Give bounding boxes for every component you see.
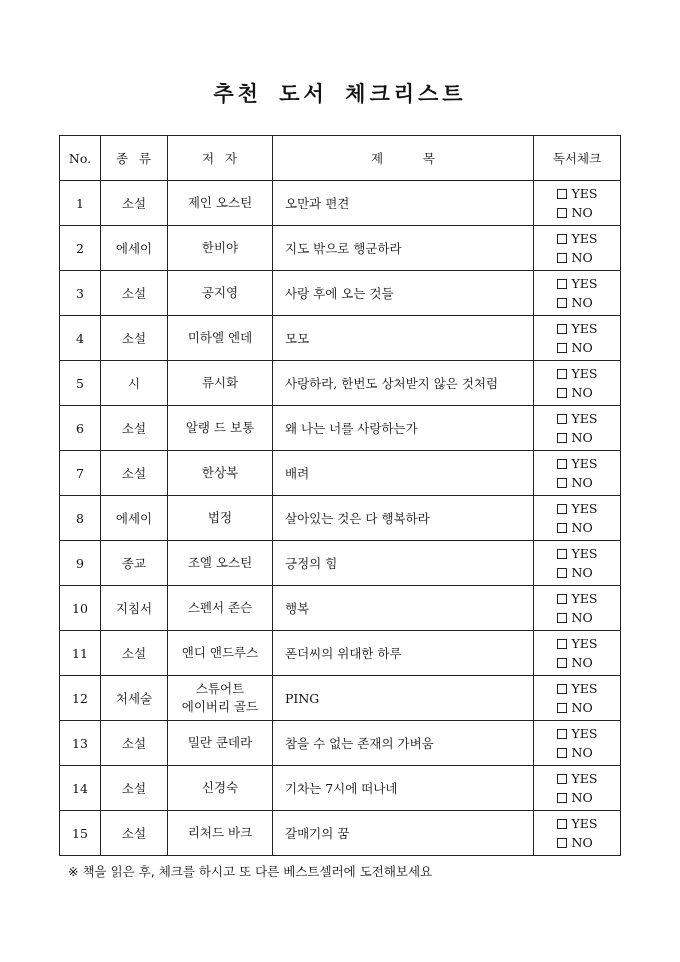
header-read-check: 독서체크 bbox=[534, 136, 621, 181]
cell-no: 6 bbox=[60, 406, 101, 451]
checkbox-yes[interactable] bbox=[557, 634, 598, 653]
cell-genre: 에세이 bbox=[101, 496, 168, 541]
checkbox-no-label: NO bbox=[571, 700, 593, 715]
checkbox-no[interactable] bbox=[557, 248, 598, 267]
checkbox-square-icon[interactable] bbox=[557, 459, 567, 469]
cell-book-title: 사랑하라, 한번도 상처받지 않은 것처럼 bbox=[273, 361, 534, 406]
author-name-line: 공지영 bbox=[201, 285, 239, 300]
cell-read-check bbox=[534, 496, 621, 541]
checkbox-yes[interactable] bbox=[557, 769, 598, 788]
cell-no: 4 bbox=[60, 316, 101, 361]
checkbox-yes[interactable] bbox=[557, 274, 598, 293]
checkbox-yes-label: YES bbox=[571, 186, 598, 201]
table-row bbox=[60, 181, 621, 226]
checkbox-yes[interactable] bbox=[557, 544, 598, 563]
checkbox-no-label: NO bbox=[571, 250, 593, 265]
checkbox-yes[interactable] bbox=[557, 589, 598, 608]
read-check-options bbox=[557, 454, 598, 492]
checkbox-no[interactable] bbox=[557, 518, 598, 537]
cell-book-title: 갈매기의 꿈 bbox=[273, 811, 534, 856]
cell-read-check bbox=[534, 361, 621, 406]
checkbox-square-icon[interactable] bbox=[557, 658, 567, 668]
checkbox-square-icon[interactable] bbox=[557, 684, 567, 694]
cell-author bbox=[168, 451, 273, 496]
author-name-line: 법정 bbox=[207, 510, 233, 525]
cell-genre: 소설 bbox=[101, 631, 168, 676]
read-check-options bbox=[557, 499, 598, 537]
table-row bbox=[60, 541, 621, 586]
checkbox-no-label: NO bbox=[571, 610, 593, 625]
checkbox-no[interactable] bbox=[557, 338, 598, 357]
cell-read-check bbox=[534, 316, 621, 361]
checkbox-yes[interactable] bbox=[557, 454, 598, 473]
cell-author bbox=[168, 766, 273, 811]
checkbox-square-icon[interactable] bbox=[557, 639, 567, 649]
cell-book-title: 살아있는 것은 다 행복하라 bbox=[273, 496, 534, 541]
author-name-line: 류시화 bbox=[201, 375, 239, 390]
cell-book-title: 긍정의 힘 bbox=[273, 541, 534, 586]
author-name-line: 미하엘 엔데 bbox=[187, 330, 253, 345]
checkbox-no[interactable] bbox=[557, 383, 598, 402]
read-check-options bbox=[557, 544, 598, 582]
cell-book-title: 모모 bbox=[273, 316, 534, 361]
cell-no: 14 bbox=[60, 766, 101, 811]
author-name-line: 한상복 bbox=[201, 465, 239, 480]
cell-read-check bbox=[534, 541, 621, 586]
checkbox-yes-label: YES bbox=[571, 276, 598, 291]
checkbox-no[interactable] bbox=[557, 653, 598, 672]
checkbox-no[interactable] bbox=[557, 698, 598, 717]
cell-genre: 지침서 bbox=[101, 586, 168, 631]
page-title: 추천 도서 체크리스트 bbox=[213, 81, 467, 106]
table-row bbox=[60, 271, 621, 316]
checkbox-square-icon[interactable] bbox=[557, 433, 567, 443]
book-checklist-table bbox=[59, 135, 621, 856]
checkbox-no[interactable] bbox=[557, 608, 598, 627]
cell-no: 7 bbox=[60, 451, 101, 496]
checkbox-no[interactable] bbox=[557, 788, 598, 807]
author-name-line: 조엘 오스틴 bbox=[187, 555, 253, 570]
cell-no: 8 bbox=[60, 496, 101, 541]
table-row bbox=[60, 811, 621, 856]
author-name-line: 앤디 앤드루스 bbox=[181, 645, 259, 660]
checkbox-square-icon[interactable] bbox=[557, 279, 567, 289]
read-check-options bbox=[557, 589, 598, 627]
checkbox-no-label: NO bbox=[571, 655, 593, 670]
cell-genre: 소설 bbox=[101, 766, 168, 811]
cell-read-check bbox=[534, 271, 621, 316]
cell-no: 12 bbox=[60, 676, 101, 721]
cell-genre: 소설 bbox=[101, 721, 168, 766]
cell-author bbox=[168, 271, 273, 316]
cell-read-check bbox=[534, 451, 621, 496]
read-check-options bbox=[557, 229, 598, 267]
checkbox-square-icon[interactable] bbox=[557, 729, 567, 739]
header-book-title: 제 목 bbox=[273, 136, 534, 181]
read-check-options bbox=[557, 679, 598, 717]
checkbox-square-icon[interactable] bbox=[557, 793, 567, 803]
checkbox-square-icon[interactable] bbox=[557, 523, 567, 533]
checkbox-no[interactable] bbox=[557, 203, 598, 222]
read-check-options bbox=[557, 184, 598, 222]
cell-book-title: 기차는 7시에 떠나네 bbox=[273, 766, 534, 811]
cell-genre: 소설 bbox=[101, 406, 168, 451]
checkbox-yes-label: YES bbox=[571, 771, 598, 786]
cell-read-check bbox=[534, 181, 621, 226]
checkbox-no[interactable] bbox=[557, 563, 598, 582]
checkbox-yes-label: YES bbox=[571, 816, 598, 831]
cell-genre: 에세이 bbox=[101, 226, 168, 271]
table-row bbox=[60, 766, 621, 811]
checkbox-yes[interactable] bbox=[557, 319, 598, 338]
checkbox-no[interactable] bbox=[557, 743, 598, 762]
checkbox-square-icon[interactable] bbox=[557, 253, 567, 263]
cell-author bbox=[168, 406, 273, 451]
read-check-options bbox=[557, 364, 598, 402]
checkbox-square-icon[interactable] bbox=[557, 414, 567, 424]
cell-author bbox=[168, 541, 273, 586]
author-name-line: 리처드 바크 bbox=[187, 825, 253, 840]
checkbox-no-label: NO bbox=[571, 205, 593, 220]
checkbox-square-icon[interactable] bbox=[557, 594, 567, 604]
checkbox-yes-label: YES bbox=[571, 501, 598, 516]
cell-author bbox=[168, 361, 273, 406]
checkbox-no-label: NO bbox=[571, 475, 593, 490]
cell-no: 10 bbox=[60, 586, 101, 631]
cell-book-title: 폰더씨의 위대한 하루 bbox=[273, 631, 534, 676]
cell-read-check bbox=[534, 811, 621, 856]
cell-genre: 소설 bbox=[101, 451, 168, 496]
author-name-line: 밀란 쿤데라 bbox=[187, 735, 253, 750]
cell-genre: 종교 bbox=[101, 541, 168, 586]
cell-no: 15 bbox=[60, 811, 101, 856]
cell-read-check bbox=[534, 406, 621, 451]
cell-book-title: 왜 나는 너를 사랑하는가 bbox=[273, 406, 534, 451]
checkbox-square-icon[interactable] bbox=[557, 324, 567, 334]
checkbox-yes[interactable] bbox=[557, 724, 598, 743]
cell-book-title: PING bbox=[273, 676, 534, 721]
table-row bbox=[60, 496, 621, 541]
author-name-line: 스튜어트 bbox=[195, 681, 245, 696]
read-check-options bbox=[557, 409, 598, 447]
checkbox-yes-label: YES bbox=[571, 636, 598, 651]
checkbox-square-icon[interactable] bbox=[557, 549, 567, 559]
checkbox-no-label: NO bbox=[571, 430, 593, 445]
cell-book-title: 참을 수 없는 존재의 가벼움 bbox=[273, 721, 534, 766]
checkbox-yes-label: YES bbox=[571, 456, 598, 471]
checkbox-no-label: NO bbox=[571, 385, 593, 400]
checkbox-square-icon[interactable] bbox=[557, 774, 567, 784]
table-row bbox=[60, 451, 621, 496]
cell-no: 2 bbox=[60, 226, 101, 271]
checkbox-square-icon[interactable] bbox=[557, 504, 567, 514]
header-genre: 종 류 bbox=[101, 136, 168, 181]
cell-book-title: 배려 bbox=[273, 451, 534, 496]
cell-read-check bbox=[534, 766, 621, 811]
checkbox-yes-label: YES bbox=[571, 726, 598, 741]
read-check-options bbox=[557, 319, 598, 357]
table-row bbox=[60, 676, 621, 721]
author-name-line: 알랭 드 보통 bbox=[185, 420, 255, 435]
cell-genre: 소설 bbox=[101, 316, 168, 361]
cell-author bbox=[168, 721, 273, 766]
checkbox-square-icon[interactable] bbox=[557, 298, 567, 308]
cell-author bbox=[168, 226, 273, 271]
cell-genre: 처세술 bbox=[101, 676, 168, 721]
header-no: No. bbox=[60, 136, 101, 181]
checkbox-square-icon[interactable] bbox=[557, 748, 567, 758]
cell-no: 11 bbox=[60, 631, 101, 676]
cell-no: 5 bbox=[60, 361, 101, 406]
author-name-line: 제인 오스틴 bbox=[187, 195, 253, 210]
checkbox-square-icon[interactable] bbox=[557, 343, 567, 353]
cell-book-title: 지도 밖으로 행군하라 bbox=[273, 226, 534, 271]
table-row bbox=[60, 361, 621, 406]
cell-author bbox=[168, 586, 273, 631]
cell-read-check bbox=[534, 586, 621, 631]
checkbox-yes-label: YES bbox=[571, 681, 598, 696]
checkbox-no[interactable] bbox=[557, 473, 598, 492]
cell-read-check bbox=[534, 721, 621, 766]
cell-book-title: 오만과 편견 bbox=[273, 181, 534, 226]
cell-read-check bbox=[534, 631, 621, 676]
checkbox-square-icon[interactable] bbox=[557, 369, 567, 379]
cell-genre: 소설 bbox=[101, 181, 168, 226]
checkbox-yes-label: YES bbox=[571, 366, 598, 381]
author-name-line: 에이버리 골드 bbox=[181, 699, 259, 714]
checkbox-no-label: NO bbox=[571, 835, 593, 850]
read-check-options bbox=[557, 814, 598, 852]
cell-genre: 소설 bbox=[101, 271, 168, 316]
cell-no: 9 bbox=[60, 541, 101, 586]
cell-author bbox=[168, 316, 273, 361]
checkbox-square-icon[interactable] bbox=[557, 568, 567, 578]
checkbox-no-label: NO bbox=[571, 340, 593, 355]
checkbox-square-icon[interactable] bbox=[557, 388, 567, 398]
checkbox-no[interactable] bbox=[557, 833, 598, 852]
header-author: 저 자 bbox=[168, 136, 273, 181]
checkbox-no-label: NO bbox=[571, 565, 593, 580]
table-body bbox=[60, 181, 621, 856]
cell-author bbox=[168, 496, 273, 541]
read-check-options bbox=[557, 769, 598, 807]
cell-no: 1 bbox=[60, 181, 101, 226]
read-check-options bbox=[557, 634, 598, 672]
checkbox-yes[interactable] bbox=[557, 229, 598, 248]
checkbox-no-label: NO bbox=[571, 790, 593, 805]
checkbox-yes[interactable] bbox=[557, 499, 598, 518]
table-row bbox=[60, 721, 621, 766]
table-header-row bbox=[60, 136, 621, 181]
cell-author bbox=[168, 181, 273, 226]
read-check-options bbox=[557, 274, 598, 312]
cell-genre: 시 bbox=[101, 361, 168, 406]
checkbox-no-label: NO bbox=[571, 520, 593, 535]
checkbox-square-icon[interactable] bbox=[557, 838, 567, 848]
table-row bbox=[60, 586, 621, 631]
checkbox-square-icon[interactable] bbox=[557, 208, 567, 218]
checkbox-yes[interactable] bbox=[557, 409, 598, 428]
checkbox-no[interactable] bbox=[557, 293, 598, 312]
footnote: ※ 책을 읽은 후, 체크를 하시고 또 다른 베스트셀러에 도전해보세요 bbox=[68, 864, 433, 879]
cell-author bbox=[168, 676, 273, 721]
cell-genre: 소설 bbox=[101, 811, 168, 856]
checkbox-no-label: NO bbox=[571, 745, 593, 760]
cell-author bbox=[168, 811, 273, 856]
checkbox-yes-label: YES bbox=[571, 231, 598, 246]
checkbox-yes[interactable] bbox=[557, 679, 598, 698]
checkbox-square-icon[interactable] bbox=[557, 234, 567, 244]
checkbox-yes-label: YES bbox=[571, 546, 598, 561]
cell-book-title: 행복 bbox=[273, 586, 534, 631]
checkbox-yes-label: YES bbox=[571, 411, 598, 426]
checkbox-square-icon[interactable] bbox=[557, 819, 567, 829]
table-row bbox=[60, 316, 621, 361]
cell-read-check bbox=[534, 676, 621, 721]
checkbox-no-label: NO bbox=[571, 295, 593, 310]
cell-read-check bbox=[534, 226, 621, 271]
checkbox-square-icon[interactable] bbox=[557, 703, 567, 713]
table-row bbox=[60, 631, 621, 676]
checkbox-yes[interactable] bbox=[557, 814, 598, 833]
checkbox-yes-label: YES bbox=[571, 591, 598, 606]
cell-no: 3 bbox=[60, 271, 101, 316]
read-check-options bbox=[557, 724, 598, 762]
checkbox-yes[interactable] bbox=[557, 184, 598, 203]
cell-book-title: 사랑 후에 오는 것들 bbox=[273, 271, 534, 316]
cell-author bbox=[168, 631, 273, 676]
table-row bbox=[60, 406, 621, 451]
cell-no: 13 bbox=[60, 721, 101, 766]
checkbox-yes-label: YES bbox=[571, 321, 598, 336]
author-name-line: 한비야 bbox=[201, 240, 239, 255]
table-row bbox=[60, 226, 621, 271]
author-name-line: 신경숙 bbox=[201, 780, 239, 795]
checkbox-square-icon[interactable] bbox=[557, 613, 567, 623]
checkbox-square-icon[interactable] bbox=[557, 478, 567, 488]
author-name-line: 스펜서 존슨 bbox=[187, 600, 253, 615]
checkbox-yes[interactable] bbox=[557, 364, 598, 383]
checkbox-no[interactable] bbox=[557, 428, 598, 447]
checkbox-square-icon[interactable] bbox=[557, 189, 567, 199]
